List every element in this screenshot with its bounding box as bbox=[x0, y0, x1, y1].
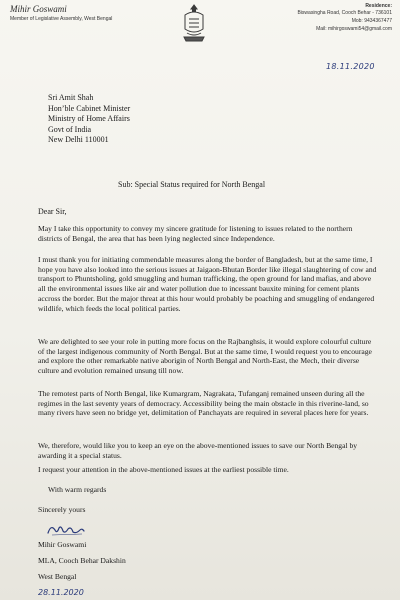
state-emblem-icon bbox=[180, 3, 208, 45]
addressee-line: Govt of India bbox=[48, 124, 92, 134]
signatory-name: Mihir Goswami bbox=[38, 540, 87, 549]
addressee-line: Sri Amit Shah bbox=[48, 93, 94, 102]
residence-email: Mail: mihirgoswami54@gmail.com bbox=[316, 26, 392, 32]
handwritten-signature bbox=[46, 522, 86, 538]
body-paragraph: I request your attention in the above-mentioned issues at the earliest possible time. bbox=[38, 465, 289, 474]
sender-role: Member of Legislative Assembly, West Bengal bbox=[10, 16, 113, 22]
subject-line: Sub: Special Status required for North Bengal bbox=[118, 180, 266, 189]
letter-date: 18.11.2020 bbox=[326, 62, 375, 71]
body-paragraph: I must thank you for initiating commendable measures along the border of Bangladesh, but at the same time, I hope you have also looked into the serious issues at Jaigaon-Bhutan Border like illegal slaughtering of cow and transport to Phuntsholing, gold smuggling and human trafficking, the open ground for land mafias, and above all the environmental issues like air and water pollution due to incessant bauxite mining for cement plants accross the border. But the major threat at this hour would probably be poaching and smuggling of endangered wildlife, which feeds the local political parties. bbox=[38, 255, 377, 313]
salutation: Dear Sir, bbox=[38, 207, 67, 216]
sender-name: Mihir Goswami bbox=[10, 4, 67, 14]
body-paragraph: We are delighted to see your role in putting more focus on the Rajbanghsis, it would explore colourful culture of the largest indigenous community of North Bengal. But at the same time, I would request you to encourage and explore the other remarkable native aborigin of North Bengal and North-East, the Mech, their diverse culture and evolution remained unsung till now. bbox=[38, 337, 372, 376]
signatory-title: MLA, Cooch Behar Dakshin bbox=[38, 556, 126, 565]
signatory-state: West Bengal bbox=[38, 572, 77, 581]
closing-regards: With warm regards bbox=[48, 485, 107, 494]
closing-sincerely: Sincerely yours bbox=[38, 505, 86, 514]
addressee-line: New Delhi 110001 bbox=[48, 135, 109, 144]
residence-block bbox=[242, 3, 392, 33]
residence-phone: Mob: 9434367477 bbox=[351, 18, 392, 24]
addressee-line: Hon’ble Cabinet Minister bbox=[48, 103, 131, 113]
residence-address: Biswasingha Road, Cooch Behar - 736101 bbox=[297, 10, 392, 16]
addressee-block bbox=[48, 93, 130, 146]
body-paragraph: May I take this opportunity to convey my sincere gratitude for listening to issues related to the northern districts of Bengal, the area that has been lying neglected since Independence. bbox=[38, 224, 353, 243]
residence-label: Residence: bbox=[365, 3, 392, 9]
addressee-line: Ministry of Home Affairs bbox=[48, 114, 130, 123]
body-paragraph: The remotest parts of North Bengal, like Kumargram, Nagrakata, Tufanganj remained unseen during all the regimes in the last seventy years of democracy. Accessibility being the main obstacle in this riverine-land, so many rivers have seen no bridge yet, delimitation of Panchayats are required in several places here for years. bbox=[38, 389, 369, 418]
signature-date: 28.11.2020 bbox=[38, 588, 84, 597]
body-paragraph: We, therefore, would like you to keep an eye on the above-mentioned issues to save our North Bengal by awarding it a special status. bbox=[38, 441, 358, 460]
